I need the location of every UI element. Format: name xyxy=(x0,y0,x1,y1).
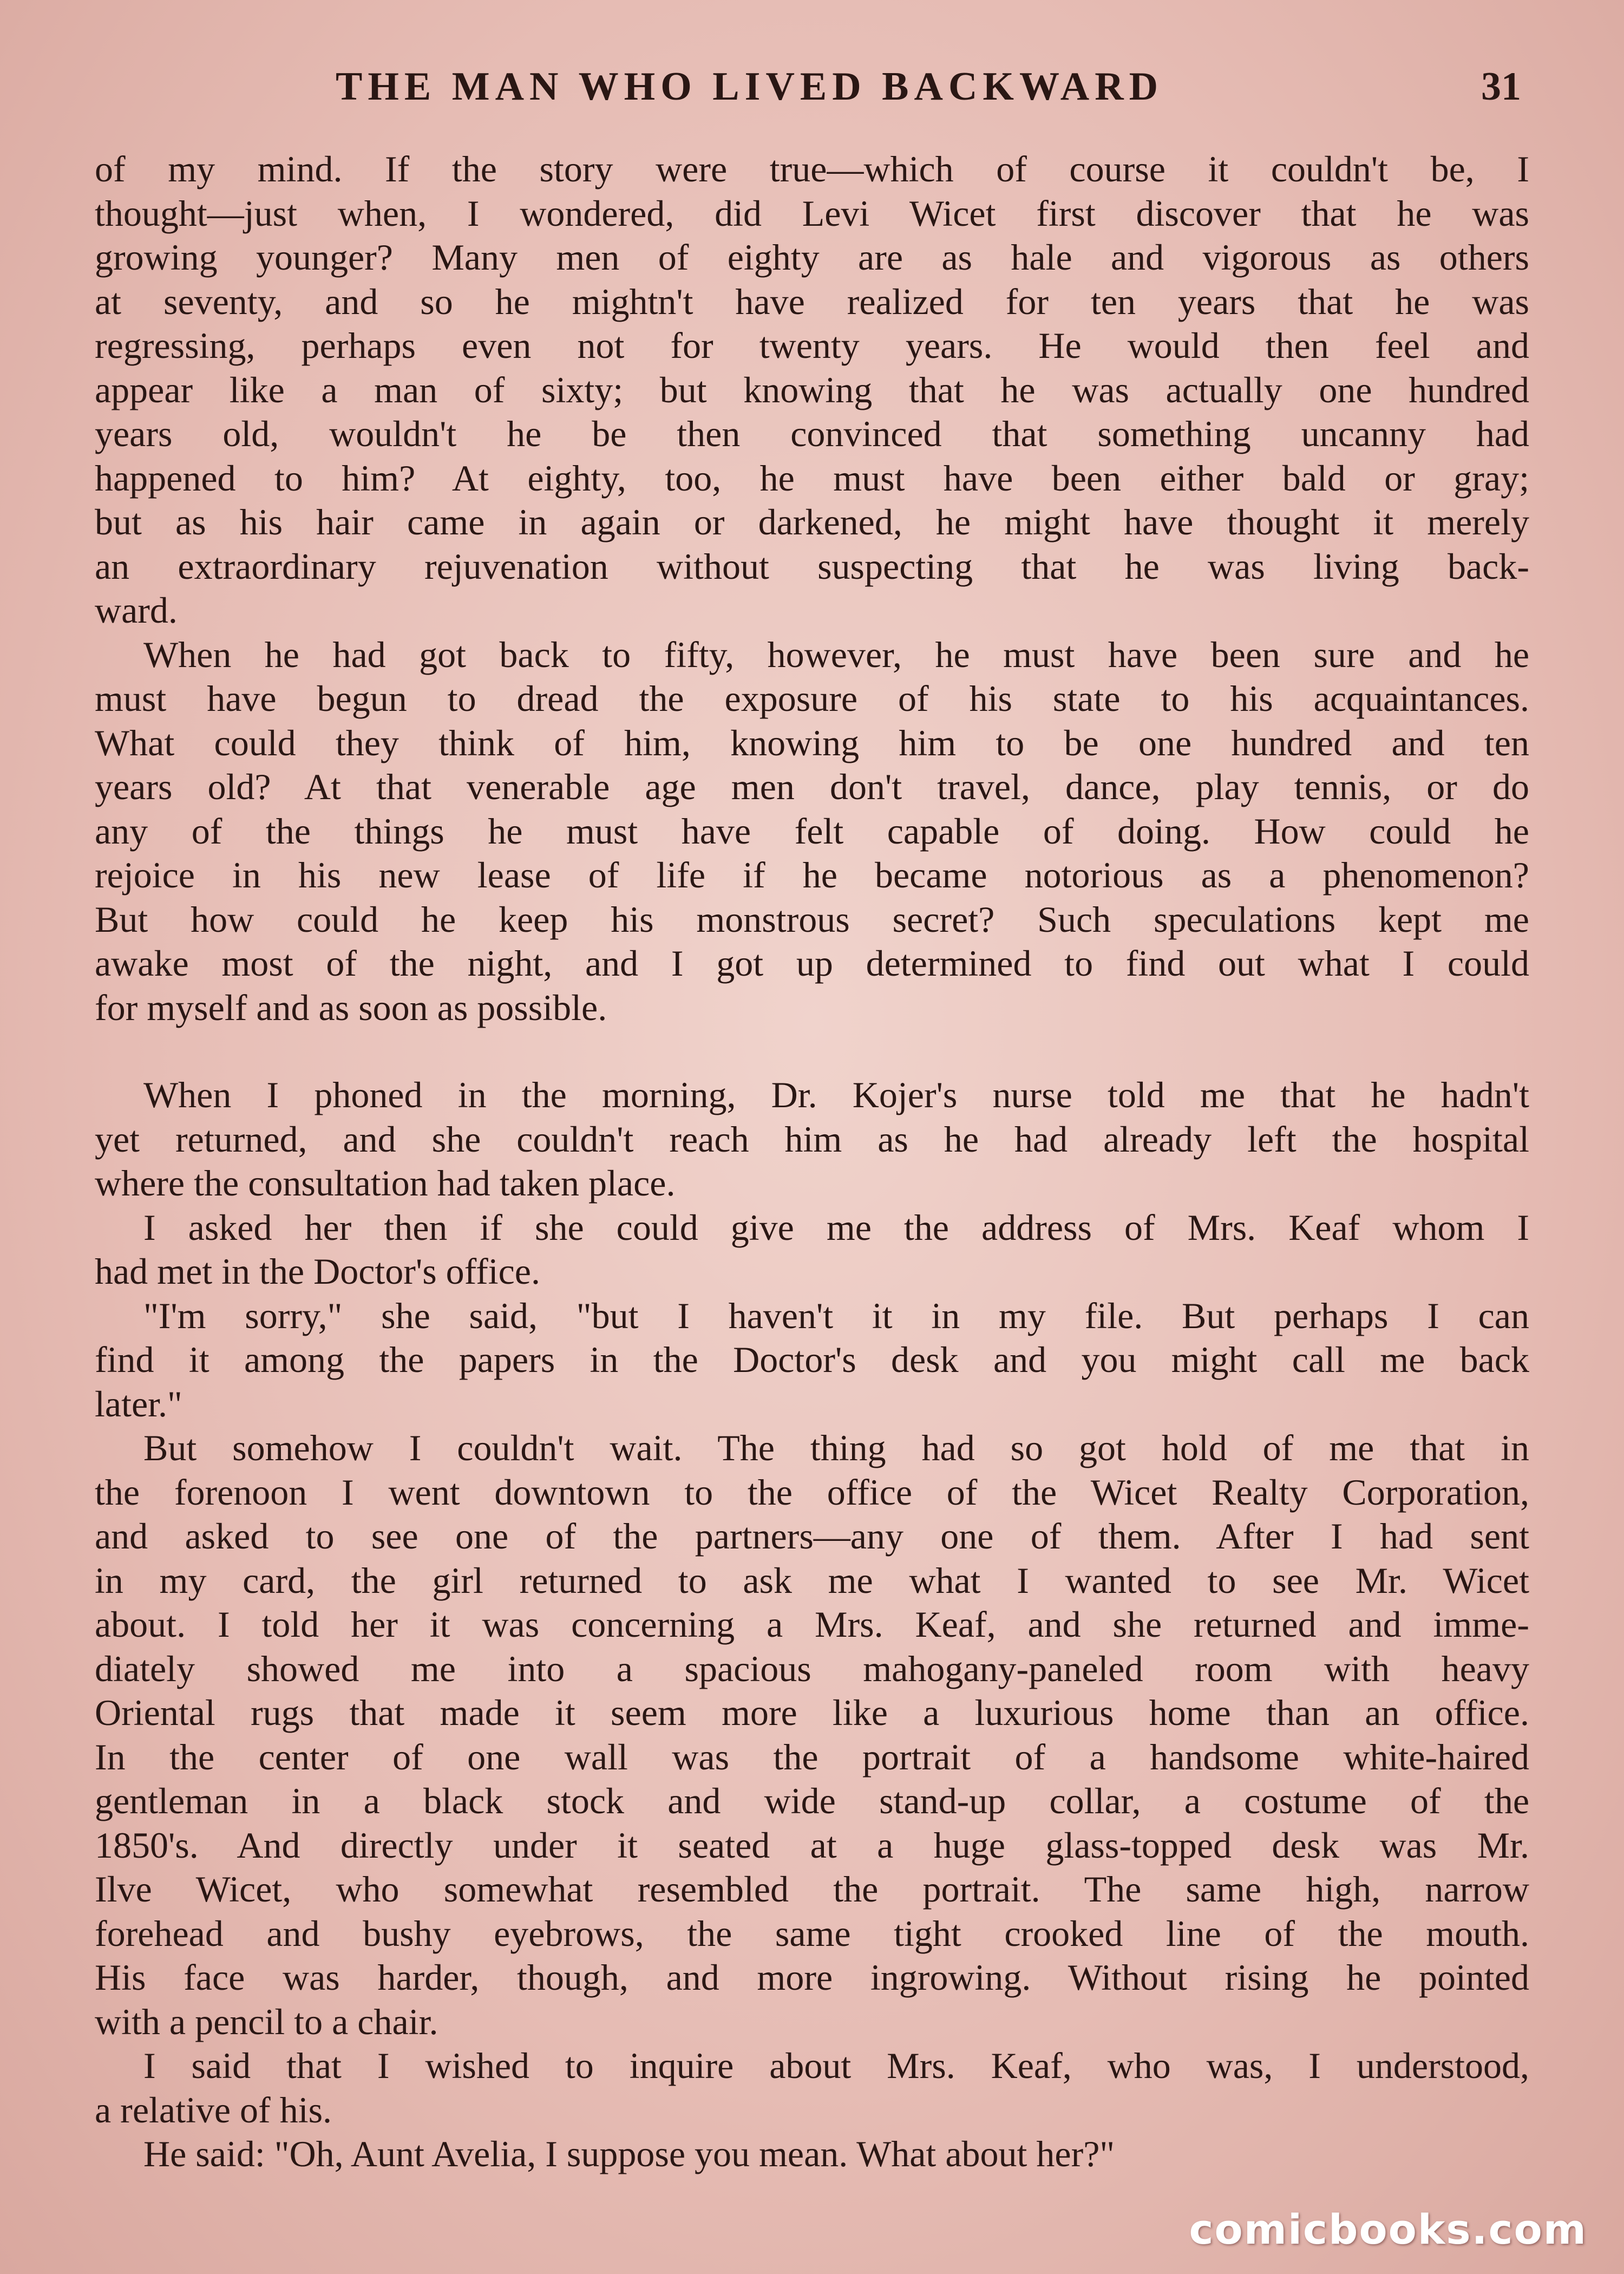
paragraph xyxy=(95,1426,1529,2044)
page-number: 31 xyxy=(1481,64,1521,109)
section-break xyxy=(95,1030,1529,1073)
text-line: about. I told her it was concerning a Mrs. Keaf, and she returned and imme- xyxy=(95,1604,1529,1645)
text-line: find it among the papers in the Doctor's desk and you might call me back xyxy=(95,1339,1529,1380)
paragraph xyxy=(95,1206,1529,1294)
text-line: had met in the Doctor's office. xyxy=(95,1251,540,1292)
text-line: His face was harder, though, and more ingrowing. Without rising he pointed xyxy=(95,1957,1529,1998)
text-line: in my card, the girl returned to ask me what I wanted to see Mr. Wicet xyxy=(95,1559,1529,1601)
text-line: But how could he keep his monstrous secret? Such speculations kept me xyxy=(95,898,1529,940)
text-line: years old? At that venerable age men don't travel, dance, play tennis, or do xyxy=(95,766,1529,807)
text-line: forehead and bushy eyebrows, the same tight crooked line of the mouth. xyxy=(95,1912,1529,1954)
text-line: yet returned, and she couldn't reach him as he had already left the hospital xyxy=(95,1118,1529,1160)
text-line: happened to him? At eighty, too, he must have been either bald or gray; xyxy=(95,457,1529,499)
text-line: at seventy, and so he mightn't have realized for ten years that he was xyxy=(95,280,1529,322)
running-title: THE MAN WHO LIVED BACKWARD xyxy=(336,64,1164,109)
text-line: years old, wouldn't he be then convinced that something uncanny had xyxy=(95,413,1529,454)
text-line: When he had got back to fifty, however, he must have been sure and he xyxy=(143,633,1529,675)
text-line: of my mind. If the story were true—which of course it couldn't be, I xyxy=(95,148,1529,190)
text-line: later." xyxy=(95,1383,182,1424)
text-line: growing younger? Many men of eighty are as hale and vigorous as others xyxy=(95,237,1529,278)
body-text xyxy=(95,147,1529,2177)
text-line: What could they think of him, knowing him to be one hundred and ten xyxy=(95,722,1529,763)
text-line: appear like a man of sixty; but knowing that he was actually one hundred xyxy=(95,369,1529,410)
text-line: the forenoon I went downtown to the office of the Wicet Realty Corporation, xyxy=(95,1471,1529,1513)
text-line: an extraordinary rejuvenation without suspecting that he was living back- xyxy=(95,545,1529,587)
text-line: thought—just when, I wondered, did Levi Wicet first discover that he was xyxy=(95,192,1529,234)
text-line: In the center of one wall was the portrait of a handsome white-haired xyxy=(95,1736,1529,1778)
text-line: but as his hair came in again or darkened, he might have thought it merely xyxy=(95,501,1529,543)
text-line: any of the things he must have felt capable of doing. How could he xyxy=(95,810,1529,852)
text-line: Ilve Wicet, who somewhat resembled the portrait. The same high, narrow xyxy=(95,1868,1529,1910)
watermark-logo: comicbooks.com xyxy=(1189,2205,1587,2253)
paragraph xyxy=(95,1294,1529,1427)
text-line: for myself and as soon as possible. xyxy=(95,986,607,1028)
paragraph xyxy=(95,2132,1529,2177)
text-line: diately showed me into a spacious mahogany-paneled room with heavy xyxy=(95,1648,1529,1689)
text-line: must have begun to dread the exposure of his state to his acquaintances. xyxy=(95,678,1529,719)
paragraph xyxy=(95,147,1529,633)
text-line: "I'm sorry," she said, "but I haven't it in my file. But perhaps I can xyxy=(143,1295,1529,1336)
text-line: a relative of his. xyxy=(95,2089,332,2131)
text-line: regressing, perhaps even not for twenty years. He would then feel and xyxy=(95,325,1529,366)
text-line: Oriental rugs that made it seem more like a luxurious home than an office. xyxy=(95,1692,1529,1733)
text-line: When I phoned in the morning, Dr. Kojer's nurse told me that he hadn't xyxy=(143,1074,1529,1115)
text-line: rejoice in his new lease of life if he became notorious as a phenomenon? xyxy=(95,854,1529,896)
text-line: He said: "Oh, Aunt Avelia, I suppose you mean. What about her?" xyxy=(143,2133,1115,2174)
text-line: I said that I wished to inquire about Mrs. Keaf, who was, I understood, xyxy=(143,2045,1529,2086)
text-line: But somehow I couldn't wait. The thing had so got hold of me that in xyxy=(143,1427,1529,1468)
text-line: with a pencil to a chair. xyxy=(95,2001,438,2042)
paragraph xyxy=(95,2044,1529,2132)
text-line: where the consultation had taken place. xyxy=(95,1162,676,1204)
text-line: awake most of the night, and I got up determined to find out what I could xyxy=(95,943,1529,984)
paragraph xyxy=(95,1073,1529,1206)
text-line: ward. xyxy=(95,590,178,631)
text-line: I asked her then if she could give me the address of Mrs. Keaf whom I xyxy=(143,1206,1529,1248)
text-line: and asked to see one of the partners—any one of them. After I had sent xyxy=(95,1515,1529,1557)
paragraph xyxy=(95,633,1529,1030)
text-line: gentleman in a black stock and wide stand-up collar, a costume of the xyxy=(95,1780,1529,1821)
text-line: 1850's. And directly under it seated at a huge glass-topped desk was Mr. xyxy=(95,1824,1529,1866)
